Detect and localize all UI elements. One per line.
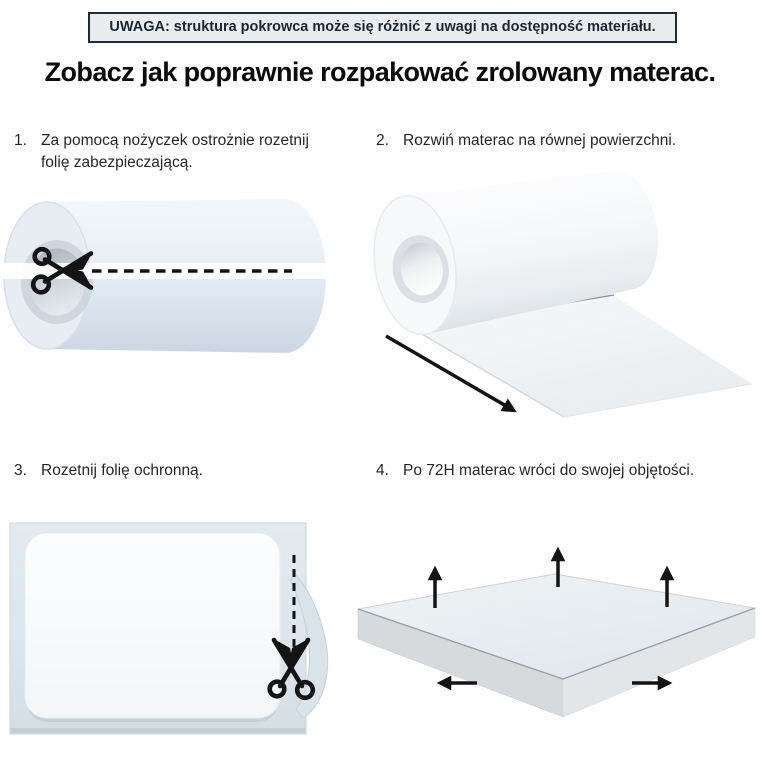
step-3-caption: [14, 460, 344, 482]
mattress: [25, 533, 280, 718]
step-text: Rozwiń materac na równej powierzchni.: [403, 132, 677, 149]
rolled-mattress-illustration: [0, 199, 336, 353]
step-text: Za pomocą nożyczek ostrożnie rozetnij folię zabezpieczającą.: [41, 132, 309, 171]
mattress-top-face: [358, 574, 755, 679]
step-text: Rozetnij folię ochronną.: [41, 462, 203, 479]
step-text: Po 72H materac wróci do swojej objętości.: [403, 462, 695, 479]
expanding-mattress-illustration: [358, 551, 755, 717]
step-number: 3.: [14, 462, 27, 479]
step-1-caption: [14, 130, 344, 174]
figure-rolled-mattress-cut: [0, 185, 350, 440]
figure-mattress-expanding: [355, 518, 760, 765]
step-number: 2.: [376, 132, 389, 149]
foil-cut-illustration: [10, 523, 328, 734]
step-4-caption: [376, 460, 756, 482]
notice-banner: UWAGA: struktura pokrowca może się różnić z uwagi na dostępność materiału.: [88, 12, 677, 43]
unrolled-sheet-illustration: [365, 165, 752, 417]
figure-protective-foil-cut: [0, 505, 350, 765]
step-number: 1.: [14, 132, 27, 149]
step-2-caption: [376, 130, 756, 152]
page-title: Zobacz jak poprawnie rozpakować zrolowany materac.: [44, 57, 716, 87]
step-number: 4.: [376, 462, 389, 479]
figure-mattress-unrolling: [358, 165, 760, 440]
